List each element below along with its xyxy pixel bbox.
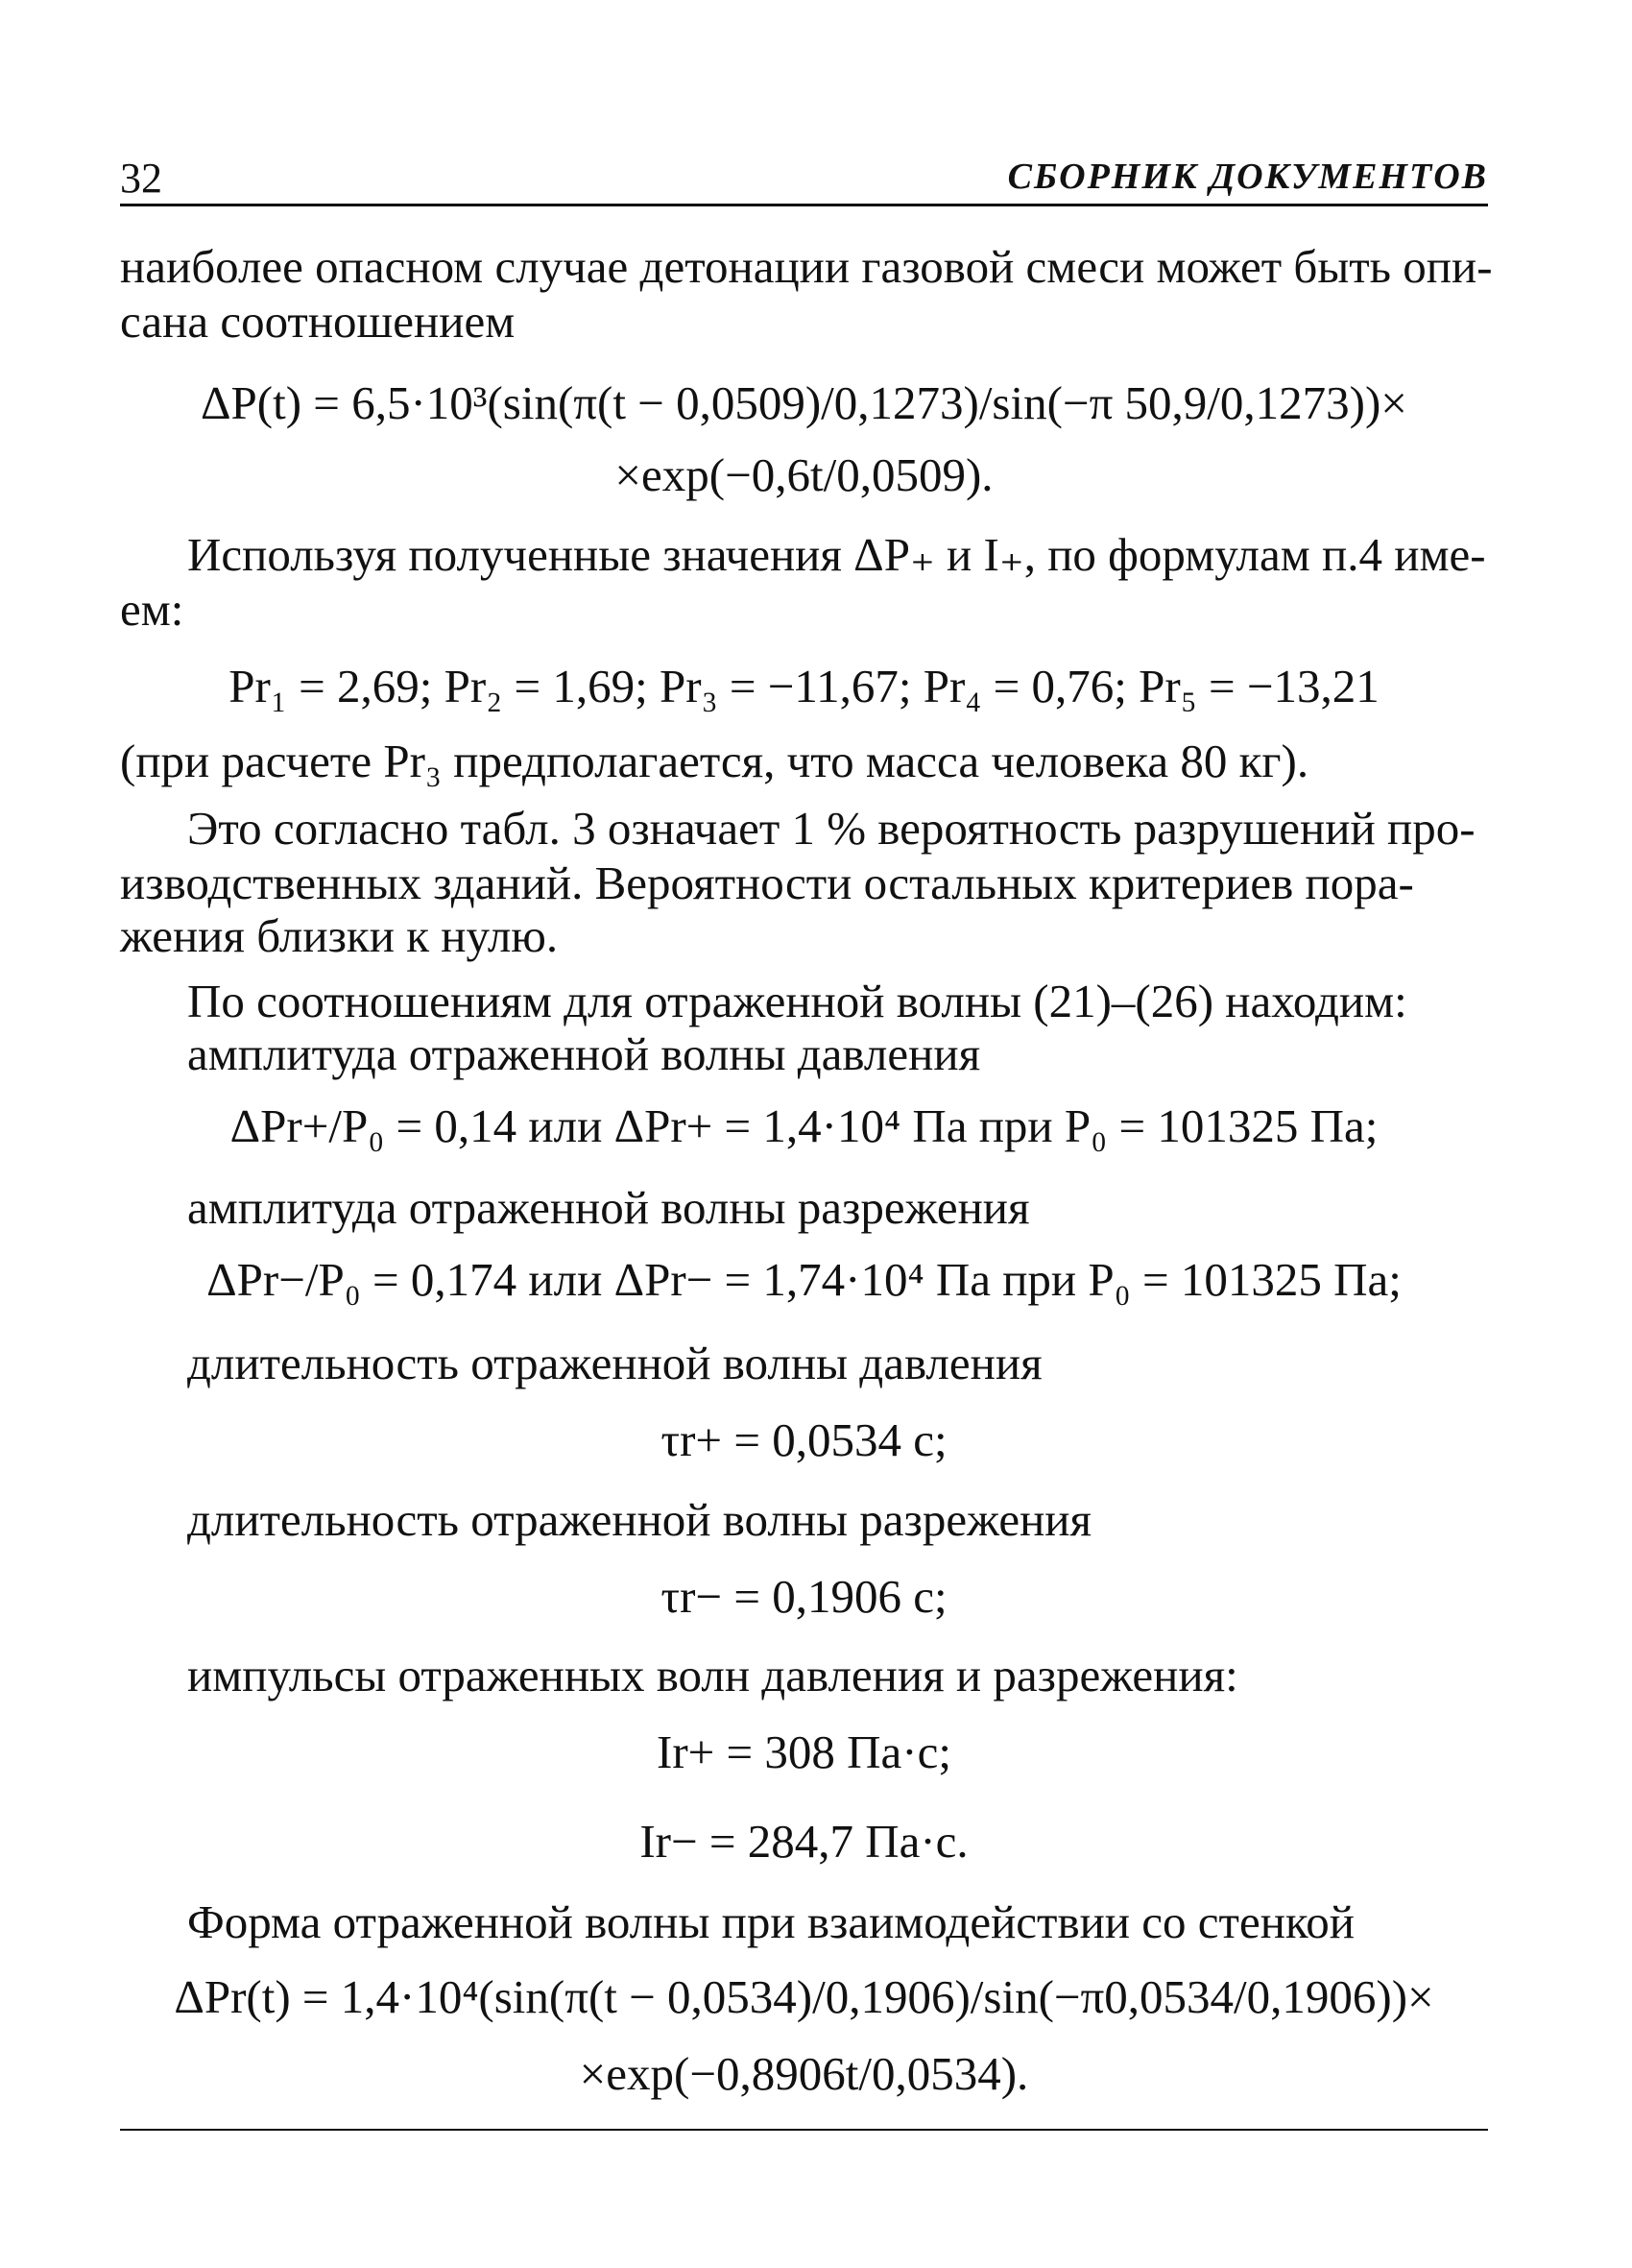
equation: ΔPr(t) = 1,4·10⁴(sin(π(t − 0,0534)/0,1906)/sin(−π0,0534/0,1906))× [174, 1970, 1434, 2023]
text-line: Используя полученные значения ΔP₊ и I₊, по формулам п.4 име- [187, 528, 1486, 581]
page-header [120, 154, 1488, 211]
equation: ΔPr+/P₀ = 0,14 или ΔPr+ = 1,4·10⁴ Па при P₀ = 101325 Па; [229, 1099, 1379, 1152]
text-line: импульсы отраженных волн давления и разрежения: [187, 1649, 1238, 1701]
text-line: амплитуда отраженной волны разрежения [187, 1181, 1030, 1234]
text-line: (при расчете Pr₃ предполагается, что масса человека 80 кг). [120, 735, 1309, 787]
text-line: наиболее опасном случае детонации газовой смеси может быть опи- [120, 240, 1493, 293]
text-line: Это согласно табл. 3 означает 1 % вероятность разрушений про- [187, 802, 1476, 855]
equation: ΔP(t) = 6,5·10³(sin(π(t − 0,0509)/0,1273)/sin(−π 50,9/0,1273))× [201, 376, 1407, 429]
equation: Ir+ = 308 Па·с; [657, 1725, 951, 1778]
text-line: Форма отраженной волны при взаимодействии со стенкой [187, 1895, 1355, 1948]
text-line: амплитуда отраженной волны давления [187, 1027, 981, 1080]
running-title: СБОРНИК ДОКУМЕНТОВ [1007, 157, 1488, 197]
header-rule [120, 204, 1488, 206]
text-line: длительность отраженной волны разрежения [187, 1493, 1092, 1546]
text-line: По соотношениям для отраженной волны (21)–(26) находим: [187, 975, 1407, 1027]
equation: Ir− = 284,7 Па·с. [639, 1815, 969, 1868]
text-line: жения близки к нулю. [120, 909, 559, 962]
equation: τr− = 0,1906 с; [660, 1570, 948, 1623]
text-line: изводственных зданий. Вероятности остальных критериев пора- [120, 857, 1414, 909]
equation: ΔPr−/P₀ = 0,174 или ΔPr− = 1,74·10⁴ Па при P₀ = 101325 Па; [206, 1253, 1402, 1306]
text-line: сана соотношением [120, 295, 516, 348]
equation: Pr₁ = 2,69; Pr₂ = 1,69; Pr₃ = −11,67; Pr₄ = 0,76; Pr₅ = −13,21 [228, 660, 1380, 712]
equation: ×exp(−0,8906t/0,0534). [579, 2047, 1029, 2100]
footer-rule [120, 2129, 1488, 2131]
page-number: 32 [120, 155, 162, 202]
text-line: длительность отраженной волны давления [187, 1337, 1043, 1389]
text-line: ем: [120, 583, 184, 636]
equation: τr+ = 0,0534 с; [660, 1413, 948, 1466]
equation: ×exp(−0,6t/0,0509). [614, 448, 994, 501]
